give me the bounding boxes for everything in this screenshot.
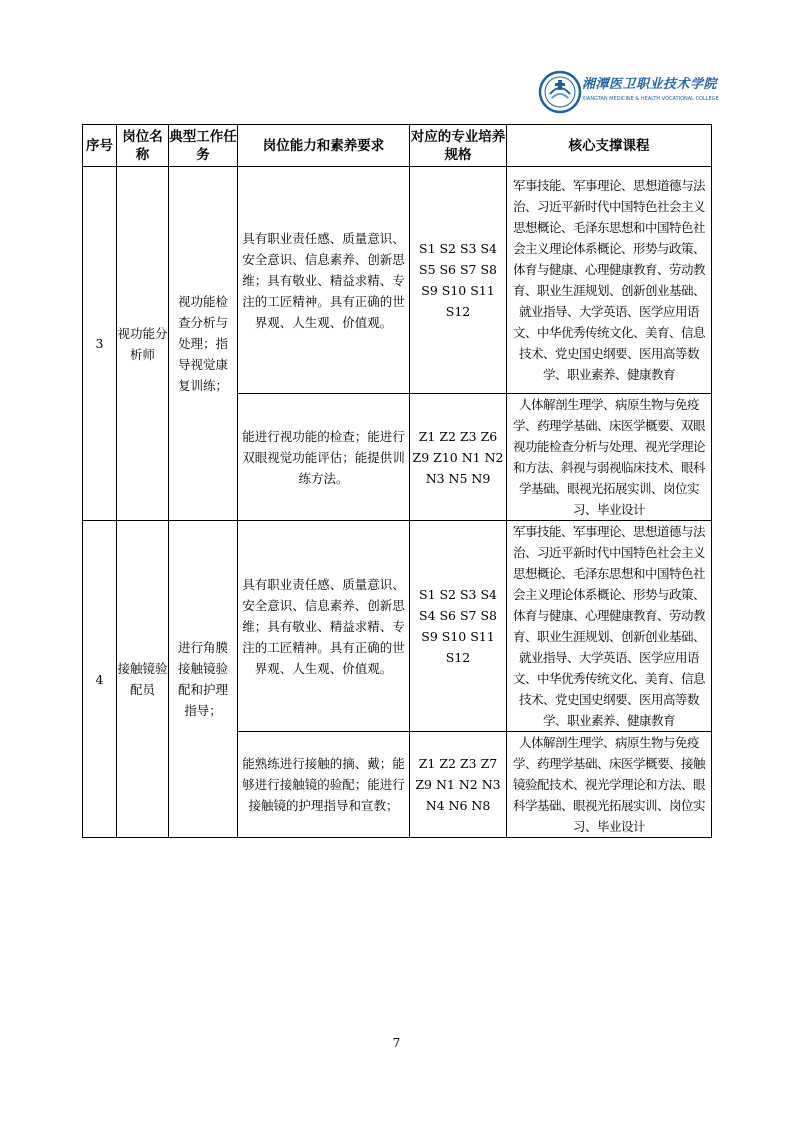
row-course: 人体解剖生理学、病原生物与免疫学、药理学基础、床医学概要、接触镜验配技术、视光学理论和方法、眼科学基础、眼视光拓展实训、岗位实习、毕业设计	[507, 732, 712, 838]
table-header-row	[83, 125, 712, 167]
page-number: 7	[392, 1036, 401, 1050]
row-course: 军事技能、军事理论、思想道德与法治、习近平新时代中国特色社会主义思想概论、毛泽东思想和中国特色社会主义理论体系概论、形势与政策、体育与健康、心理健康教育、劳动教育、职业生涯规划、创新创业基础、就业指导、大学英语、医学应用语文、中华优秀传统文化、美育、信息技术、党史国史纲要、医用高等数学、职业素养、健康教育	[507, 521, 712, 732]
post-ability-table	[82, 124, 712, 838]
header-post: 岗位名称	[117, 125, 169, 167]
row-spec: Z1 Z2 Z3 Z6 Z9 Z10 N1 N2 N3 N5 N9	[410, 394, 507, 521]
row-task: 视功能检查分析与处理；指导视觉康复训练；	[169, 167, 238, 521]
header-task: 典型工作任务	[169, 125, 238, 167]
row-post: 视功能分析师	[117, 167, 169, 521]
row-no: 3	[83, 167, 117, 521]
row-no: 4	[83, 521, 117, 838]
school-name-en: XIANGTAN MEDICINE & HEALTH VOCATIONAL COLLEGE	[582, 96, 719, 102]
school-logo	[538, 70, 719, 114]
header-no: 序号	[83, 125, 117, 167]
school-seal-icon	[538, 70, 582, 114]
row-spec: S1 S2 S3 S4 S4 S6 S7 S8 S9 S10 S11 S12	[410, 521, 507, 732]
row-ability: 能熟练进行接触的摘、戴；能够进行接触镜的验配；能进行接触镜的护理指导和宣教；	[238, 732, 410, 838]
row-ability: 能进行视功能的检查；能进行双眼视觉功能评估；能提供训练方法。	[238, 394, 410, 521]
header-ability: 岗位能力和素养要求	[238, 125, 410, 167]
row-course: 军事技能、军事理论、思想道德与法治、习近平新时代中国特色社会主义思想概论、毛泽东思想和中国特色社会主义理论体系概论、形势与政策、体育与健康、心理健康教育、劳动教育、职业生涯规划、创新创业基础、就业指导、大学英语、医学应用语文、中华优秀传统文化、美育、信息技术、党史国史纲要、医用高等数学、职业素养、健康教育	[507, 167, 712, 394]
row-course: 人体解剖生理学、病原生物与免疫学、药理学基础、床医学概要、双眼视功能检查分析与处理、视光学理论和方法、斜视与弱视临床技术、眼科学基础、眼视光拓展实训、岗位实习、毕业设计	[507, 394, 712, 521]
row-ability: 具有职业责任感、质量意识、安全意识、信息素养、创新思维；具有敬业、精益求精、专注的工匠精神。具有正确的世界观、人生观、价值观。	[238, 521, 410, 732]
row-spec: S1 S2 S3 S4 S5 S6 S7 S8 S9 S10 S11 S12	[410, 167, 507, 394]
table-row	[83, 167, 712, 394]
row-ability: 具有职业责任感、质量意识、安全意识、信息素养、创新思维；具有敬业、精益求精、专注的工匠精神。具有正确的世界观、人生观、价值观。	[238, 167, 410, 394]
school-name	[582, 73, 719, 113]
row-post: 接触镜验配员	[117, 521, 169, 838]
table-row	[83, 521, 712, 732]
row-task: 进行角膜接触镜验配和护理指导；	[169, 521, 238, 838]
school-name-cn: 湘潭医卫职业技术学院	[582, 77, 718, 92]
row-spec: Z1 Z2 Z3 Z7 Z9 N1 N2 N3 N4 N6 N8	[410, 732, 507, 838]
header-spec: 对应的专业培养规格	[410, 125, 507, 167]
header-course: 核心支撑课程	[507, 125, 712, 167]
